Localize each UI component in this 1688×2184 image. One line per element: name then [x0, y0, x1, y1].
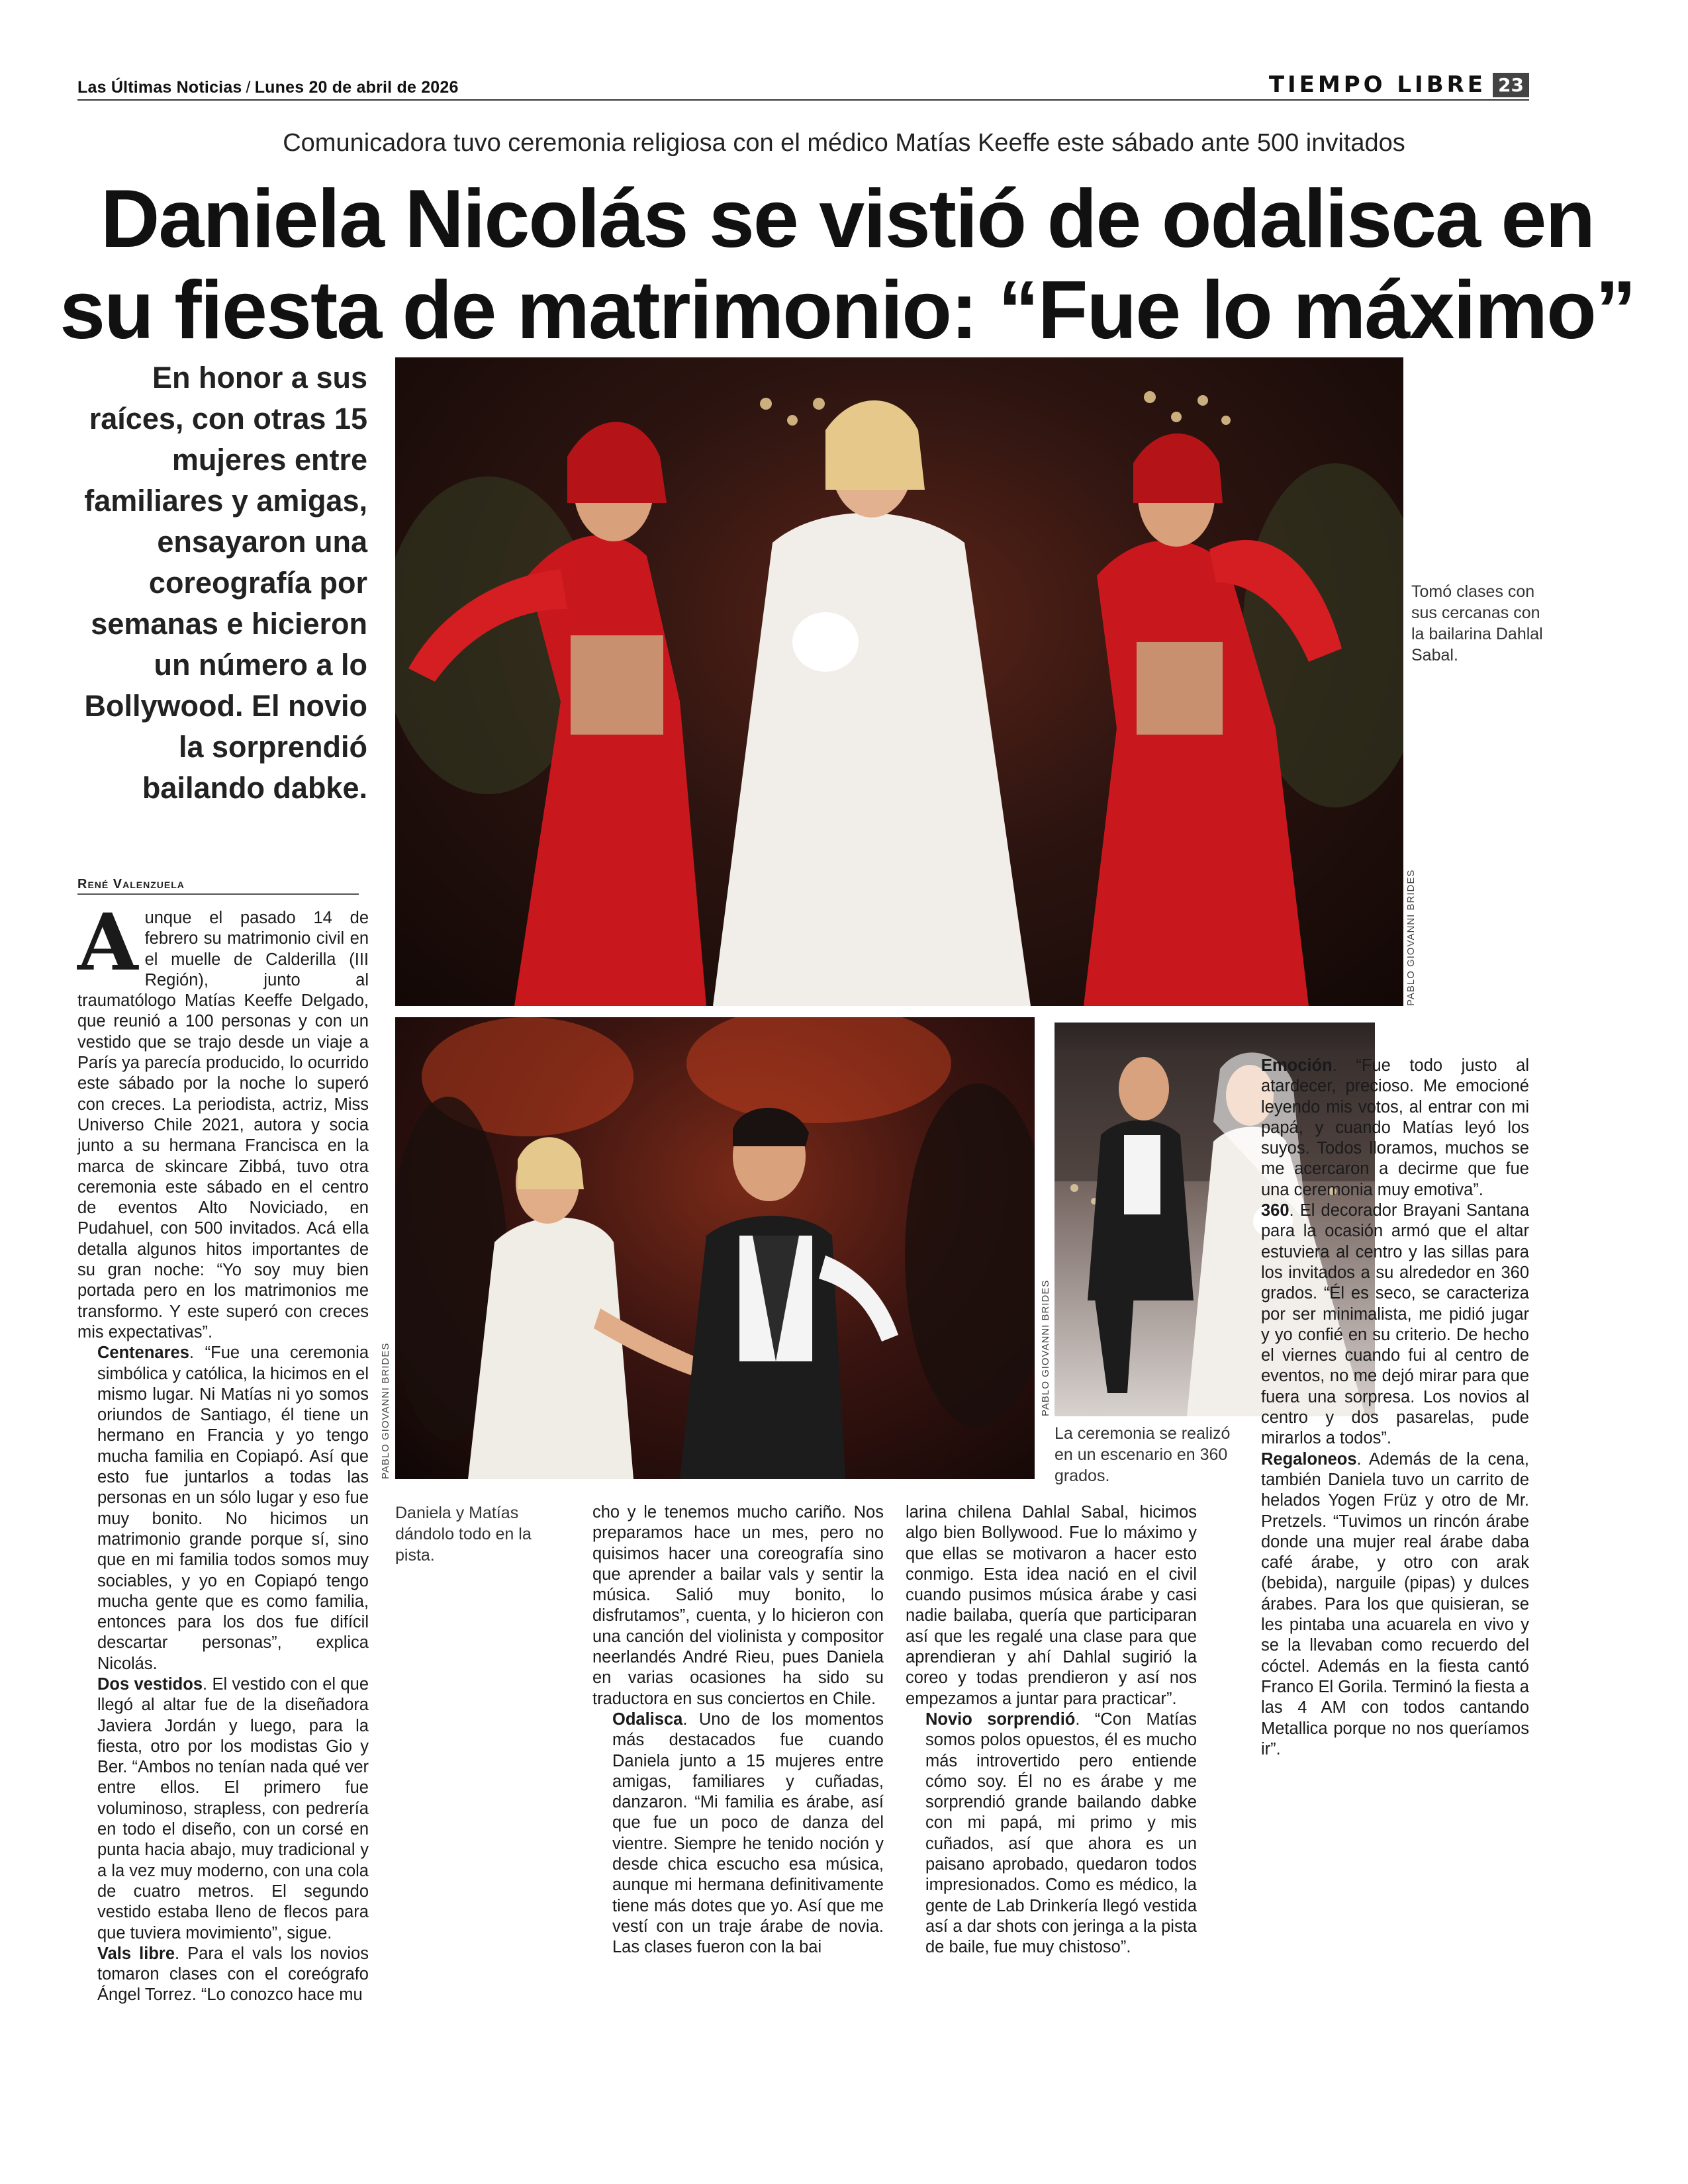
header-separator: /: [246, 78, 251, 97]
ceremony-photo-caption: La ceremonia se realizó en un escenario en 360 grados.: [1055, 1424, 1231, 1485]
paragraph-odalisca: [592, 1709, 884, 1958]
header-rule: [77, 99, 1529, 101]
subhead-regaloneos: Regaloneos: [1261, 1449, 1357, 1469]
main-photo-credit: PABLO GIOVANNI BRIDES: [1405, 869, 1417, 1006]
text-odalisca: . Uno de los momentos más destacados fue cuando Daniela junto a 15 mujeres entre amigas, familiares y cuñadas, danzaron. “Mi familia es árabe, así que fue un poco de danza del vientre. Siempre he tenido noción y desde chica escucho esa música, aunque mi hermana definitivamente tiene más dotes que yo. Así que me vestí con un traje árabe de novia. Las clases fueron con la bai: [612, 1709, 884, 1957]
text-novio: . “Con Matías somos polos opuestos, él es mucho más introvertido pero entiende cómo soy. Él no es árabe y me sorprendió grande bailando dabke con mi papá, mi primo y mis cuñados, así que ahora es un paisano aprobado, quedaron todos impresionados. Como es médico, la gente de Lab Drinkería llegó vestida así a dar shots con jeringa a la pista de baile, fue muy chistoso”.: [925, 1709, 1197, 1957]
dance-photo-caption: Daniela y Matías dándolo todo en la pista.: [395, 1504, 532, 1565]
paragraph-centenares: [77, 1343, 369, 1674]
text-centenares: . “Fue una ceremonia simbólica y católica, la hicimos en el mismo lugar. Ni Matías ni yo somos oriundos de Santiago, él tiene un hermano en Francia y yo tengo mucha familia en Copiapó. Así que esto fue juntarlos a todas las personas en un sólo lugar y eso fue muy bonito. No hicimos un matrimonio grande porque sí, sino que en mi familia todos somos muy sociables, y yo en Copiapó tengo mucha gente que es como familia, entonces para los dos fue difícil descartar personas”, explica Nicolás.: [97, 1343, 369, 1673]
main-photo-caption: Tomó clases con sus cercanas con la bailarina Dahlal Sabal.: [1411, 582, 1543, 664]
paragraph-vestidos: [77, 1674, 369, 1944]
paragraph-vals: [77, 1944, 369, 2006]
dance-photo: [395, 1017, 1035, 1479]
main-photo: [395, 357, 1403, 1006]
dance-photo-credit: PABLO GIOVANNI BRIDES: [380, 1342, 391, 1479]
page-number: 23: [1493, 73, 1529, 97]
text-360: . El decorador Brayani Santana para la ocasión armó que el altar estuviera al centro y las sillas para los invitados a su alrededor en 360 grados. “Él es seco, se caracteriza por ser minimalista, me pidió jugar y yo confié en su criterio. De hecho el viernes cuando fui al centro de eventos, no me dejó mirar para que fuera una sorpresa. Los novios al centro y dos pasarelas, pude mirarlos a todos”.: [1261, 1201, 1529, 1448]
paragraph-emocion: [1241, 1056, 1529, 1201]
text-regaloneos: . Además de la cena, también Daniela tuvo un carrito de helados Yogen Früz y otro de Mr. Pretzels. “Tuvimos un rincón árabe donde una mujer real árabe daba café árabe, y otro con arak (bebida), narguile (pipas) y dulces árabes. Para los que quisieran, se les pintaba una acuarela en vivo y se la llevaban como recuerdo del cóctel. Además en la fiesta cantó Franco El Gorila. Terminó la fiesta a las 4 AM con todos cantando Metallica porque no nos queríamos ir”.: [1261, 1449, 1529, 1758]
section-name: TIEMPO LIBRE: [1268, 71, 1487, 98]
subhead-centenares: Centenares: [97, 1343, 189, 1363]
paragraph-odalisca-cont: larina chilena Dahlal Sabal, hicimos algo bien Bollywood. Fue lo máximo y que ellas se motivaron a hacer esto conmigo. Esta idea nació en el civil cuando pusimos música árabe y casi nadie bailaba, quería que participaran así que les regalé una clase para que aprendieran y ahí Dahlal sugirió la coreo y todas prendieron y así nos empezamos a juntar para practicar”.: [906, 1503, 1197, 1708]
paragraph-vals-cont: cho y le tenemos mucho cariño. Nos preparamos hace un mes, pero no quisimos hacer una coreografía sino que aprender a bailar vals y sentir la música. Salió muy bonito, lo disfrutamos”, cuenta, y lo hicieron con una canción del violinista y compositor neerlandés André Rieu, pues Daniela en varias ocasiones ha sido su traductora en sus conciertos en Chile.: [592, 1503, 884, 1708]
subhead-emocion: Emoción: [1261, 1056, 1333, 1075]
lead-paragraph: En honor a sus raíces, con otras 15 mujeres entre familiares y amigas, ensayaron una coreografía por semanas e hicieron un número a lo Bollywood. El novio la sorprendió bailando dabke.: [84, 361, 367, 805]
subhead-360: 360: [1261, 1201, 1289, 1220]
ceremony-photo-credit: PABLO GIOVANNI BRIDES: [1040, 1279, 1051, 1416]
text-vals: . Para el vals los novios tomaron clases con el coreógrafo Ángel Torrez. “Lo conozco hace mu: [97, 1944, 369, 2005]
article-column-3: [906, 1502, 1197, 1958]
text-vestidos: . El vestido con el que llegó al altar fue de la diseñadora Javiera Jordán y luego, para la fiesta, otro por los modistas Gio y Ber. “Ambos no tenían nada qué ver entre ellos. El primero fue voluminoso, strapless, con pedrería en todo el diseño, con un corsé en punta hacia abajo, muy tradicional y a la vez muy moderno, con una cola de cuatro metros. El segundo vestido estaba lleno de flecos para que tuviera movimiento”, sigue.: [97, 1674, 369, 1942]
paragraph-360: [1241, 1201, 1529, 1449]
newspaper-name: Las Últimas Noticias: [77, 78, 242, 97]
subhead-novio: Novio sorprendió: [925, 1709, 1076, 1729]
headline: Daniela Nicolás se vistió de odalisca en su fiesta de matrimonio: “Fue lo máximo”: [60, 173, 1635, 356]
main-photo-illustration: [395, 357, 1403, 1006]
paragraph-regaloneos: [1241, 1449, 1529, 1760]
byline-rule: [77, 893, 359, 895]
issue-date: Lunes 20 de abril de 2026: [254, 78, 459, 97]
dance-photo-illustration: [395, 1017, 1035, 1479]
article-column-1: [77, 896, 369, 2006]
article-column-2: [592, 1502, 884, 1958]
newspaper-header: [77, 78, 459, 97]
article-column-4: [1241, 1056, 1529, 1760]
kicker: Comunicadora tuvo ceremonia religiosa con el médico Matías Keeffe este sábado ante 500 invitados: [283, 129, 1405, 157]
paragraph-novio: [906, 1709, 1197, 1958]
drop-cap: A: [77, 896, 138, 988]
byline: René Valenzuela: [77, 877, 185, 891]
subhead-vestidos: Dos vestidos: [97, 1674, 203, 1694]
subhead-vals: Vals libre: [97, 1944, 175, 1963]
paragraph-intro: [77, 896, 369, 1343]
intro-text: unque el pasado 14 de febrero su matrimonio civil en el muelle de Calderilla (III Región), junto al traumatólogo Matías Keeffe Delgado, que reunió a 100 personas y con un vestido que se trajo desde un viaje a París ya parecía producido, lo ocurrido este sábado por la noche lo superó con creces. La periodista, actriz, Miss Universo Chile 2021, autora y socia junto a su hermana Francisca en la marca de skincare Zibbá, tuvo otra ceremonia este sábado en el centro de eventos Alto Noviciado, en Pudahuel, con 500 invitados. Acá ella detalla algunos hitos importantes de su gran noche: “Yo soy muy bien portada pero en los matrimonios me transformo. Y este superó con creces mis expectativas”.: [77, 909, 369, 1342]
text-emocion: . “Fue todo justo al atardecer, precioso. Me emocioné leyendo mis votos, al entrar con mi papá, y cuando Matías leyó los suyos. Todos lloramos, muchos se me acercaron a decirme que fue una ceremonia muy emotiva”.: [1261, 1056, 1529, 1199]
subhead-odalisca: Odalisca: [612, 1709, 683, 1729]
section-header: [1269, 71, 1529, 98]
